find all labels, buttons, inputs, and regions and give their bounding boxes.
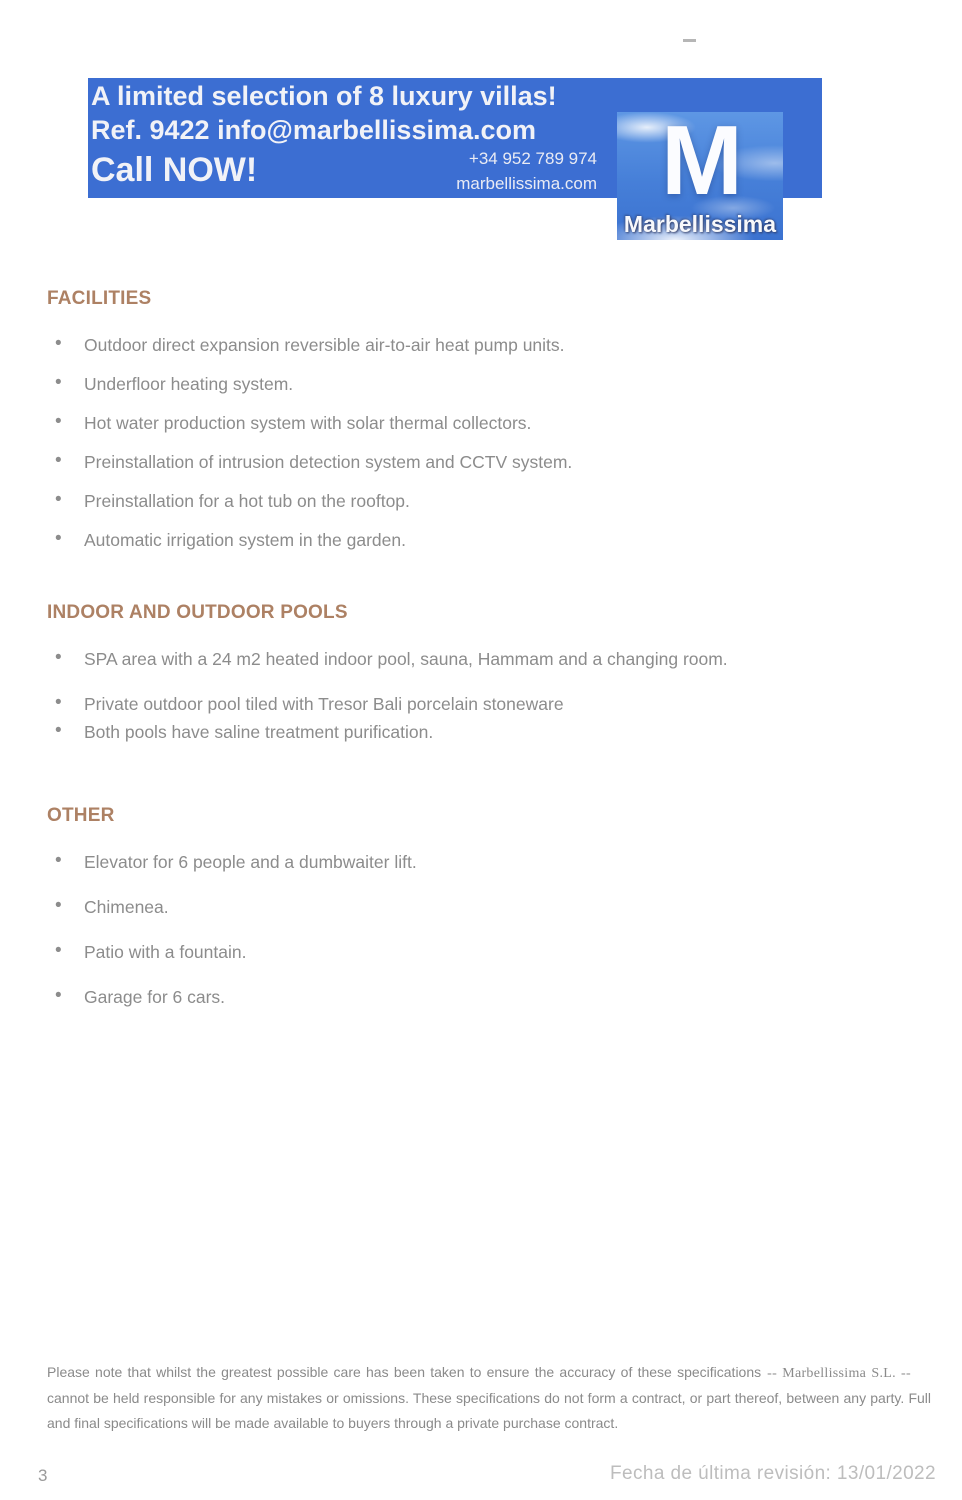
facilities-list (47, 336, 922, 549)
list-item: • Chimenea. (47, 898, 922, 916)
pools-list (47, 650, 922, 741)
legal-disclaimer (47, 1360, 931, 1436)
section-other (47, 805, 922, 1006)
list-item: • Outdoor direct expansion reversible air-to-air heat pump units. (47, 336, 922, 354)
other-list (47, 853, 922, 1006)
disclaimer-company-name: -- Marbellissima S.L. -- (767, 1366, 911, 1381)
banner-ref-email: Ref. 9422 info@marbellissima.com (91, 115, 536, 145)
document-body (47, 288, 922, 1033)
banner-headline: A limited selection of 8 luxury villas! (91, 81, 557, 111)
page-top-mark (683, 39, 696, 42)
list-item: • Underfloor heating system. (47, 375, 922, 393)
list-item: • Patio with a fountain. (47, 943, 922, 961)
list-item: • SPA area with a 24 m2 heated indoor pool, sauna, Hammam and a changing room. (47, 650, 922, 668)
list-item: • Elevator for 6 people and a dumbwaiter lift. (47, 853, 922, 871)
website-url: marbellissima.com (456, 174, 597, 193)
disclaimer-part1: Please note that whilst the greatest possible care has been taken to ensure the accuracy of these specifications (47, 1364, 762, 1380)
list-item: • Garage for 6 cars. (47, 988, 922, 1006)
list-item: • Both pools have saline treatment purification. (47, 723, 922, 741)
list-item: • Preinstallation for a hot tub on the rooftop. (47, 492, 922, 510)
revision-date: Fecha de última revisión: 13/01/2022 (610, 1463, 936, 1484)
logo-brand-name: Marbellissima (623, 211, 777, 237)
section-facilities (47, 288, 922, 549)
section-title-pools: INDOOR AND OUTDOOR POOLS (47, 602, 348, 623)
page-number: 3 (38, 1466, 48, 1485)
phone-number: +34 952 789 974 (468, 149, 597, 168)
list-item: • Automatic irrigation system in the garden. (47, 531, 922, 549)
banner-contact-block (456, 146, 597, 196)
marbellissima-logo (617, 112, 783, 240)
section-pools (47, 602, 922, 741)
section-title-other: OTHER (47, 805, 115, 826)
logo-monogram-m: M (661, 112, 739, 215)
list-item: • Preinstallation of intrusion detection system and CCTV system. (47, 453, 922, 471)
section-title-facilities: FACILITIES (47, 288, 152, 309)
list-item: • Private outdoor pool tiled with Tresor Bali porcelain stoneware (47, 695, 922, 713)
disclaimer-part2: cannot be held responsible for any mistakes or omissions. These specifications do not form a contract, or part thereof, between any party. Full and final specifications will be made available to buyers through a private purchase contract. (47, 1390, 931, 1431)
banner-call-now: Call NOW! (91, 151, 258, 189)
list-item: • Hot water production system with solar thermal collectors. (47, 414, 922, 432)
